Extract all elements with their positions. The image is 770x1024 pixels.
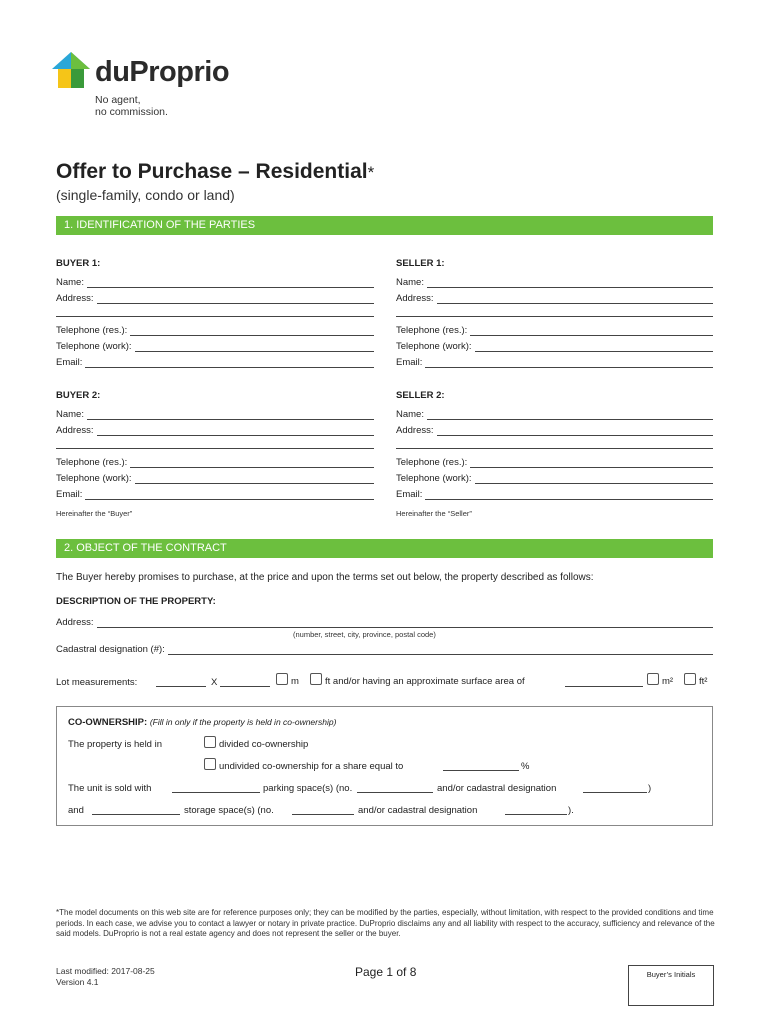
seller1-address-line2[interactable] bbox=[396, 316, 713, 317]
unit-sold-label: The unit is sold with bbox=[68, 783, 152, 794]
area-unit-ft2[interactable]: ft² bbox=[684, 673, 707, 687]
buyer1-name-field[interactable]: Name: bbox=[56, 277, 374, 288]
seller1-tel-work-field[interactable]: Telephone (work): bbox=[396, 341, 713, 352]
seller1-address-field[interactable]: Address: bbox=[396, 293, 713, 304]
checkbox-icon bbox=[204, 758, 216, 770]
lot-depth-input[interactable] bbox=[220, 686, 270, 687]
buyer2-heading: BUYER 2: bbox=[56, 390, 101, 401]
parking-cadastral-input[interactable] bbox=[583, 792, 647, 793]
property-held-label: The property is held in bbox=[68, 739, 162, 750]
buyer1-tel-res-field[interactable]: Telephone (res.): bbox=[56, 325, 374, 336]
property-description-heading: DESCRIPTION OF THE PROPERTY: bbox=[56, 596, 216, 607]
seller1-name-field[interactable]: Name: bbox=[396, 277, 713, 288]
brand-tagline: No agent, no commission. bbox=[95, 94, 168, 118]
storage-number-input[interactable] bbox=[292, 814, 354, 815]
seller1-tel-res-field[interactable]: Telephone (res.): bbox=[396, 325, 713, 336]
section-2-header: 2. OBJECT OF THE CONTRACT bbox=[56, 539, 713, 558]
seller1-heading: SELLER 1: bbox=[396, 258, 445, 269]
buyer2-tel-work-field[interactable]: Telephone (work): bbox=[56, 473, 374, 484]
document-subtitle: (single-family, condo or land) bbox=[56, 187, 235, 203]
seller2-email-field[interactable]: Email: bbox=[396, 489, 713, 500]
parking-number-input[interactable] bbox=[357, 792, 433, 793]
parking-count-input[interactable] bbox=[172, 792, 260, 793]
lot-unit-ft[interactable]: ft and/or having an approximate surface area of bbox=[310, 673, 525, 687]
share-percentage-input[interactable] bbox=[443, 770, 519, 771]
buyer1-tel-work-field[interactable]: Telephone (work): bbox=[56, 341, 374, 352]
storage-cadastral-label: and/or cadastral designation bbox=[358, 805, 478, 816]
last-modified: Last modified: 2017-08-25 bbox=[56, 966, 155, 976]
cadastral-designation-field[interactable]: Cadastral designation (#): bbox=[56, 644, 713, 655]
seller2-address-line2[interactable] bbox=[396, 448, 713, 449]
storage-label: storage space(s) (no. bbox=[184, 805, 274, 816]
area-unit-m2[interactable]: m² bbox=[647, 673, 673, 687]
seller2-tel-work-field[interactable]: Telephone (work): bbox=[396, 473, 713, 484]
brand-name: duProprio bbox=[95, 56, 230, 88]
document-title: Offer to Purchase – Residential* bbox=[56, 160, 375, 183]
hereinafter-buyer: Hereinafter the “Buyer” bbox=[56, 509, 133, 518]
address-hint: (number, street, city, province, postal code) bbox=[293, 630, 436, 639]
checkbox-icon bbox=[684, 673, 696, 685]
buyer1-address-line2[interactable] bbox=[56, 316, 374, 317]
checkbox-icon bbox=[310, 673, 322, 685]
duproprio-logo-icon bbox=[52, 52, 90, 90]
parking-cadastral-label: and/or cadastral designation bbox=[437, 783, 557, 794]
disclaimer-note: *The model documents on this web site are for reference purposes only; they can be modified by the parties, especially, without limitation, with respect to the provided conditions and time periods. In each case, we advise you to contact a lawyer or notary in private practice. DuProprio disclaims any and all liability with respect to the accuracy, sufficiency and relevance of the said models. DuProprio is not a real estate agency and does not represent the seller or the buyer. bbox=[56, 908, 715, 938]
buyer2-tel-res-field[interactable]: Telephone (res.): bbox=[56, 457, 374, 468]
seller2-tel-res-field[interactable]: Telephone (res.): bbox=[396, 457, 713, 468]
seller1-email-field[interactable]: Email: bbox=[396, 357, 713, 368]
buyer2-address-field[interactable]: Address: bbox=[56, 425, 374, 436]
divided-checkbox[interactable]: divided co-ownership bbox=[204, 736, 308, 750]
storage-close: ). bbox=[568, 805, 574, 816]
seller2-address-field[interactable]: Address: bbox=[396, 425, 713, 436]
contract-intro: The Buyer hereby promises to purchase, at the price and upon the terms set out below, the property described as follows: bbox=[56, 572, 594, 583]
checkbox-icon bbox=[647, 673, 659, 685]
seller2-name-field[interactable]: Name: bbox=[396, 409, 713, 420]
checkbox-icon bbox=[276, 673, 288, 685]
percent-sign: % bbox=[521, 761, 530, 772]
lot-x-label: X bbox=[211, 677, 218, 688]
buyer1-email-field[interactable]: Email: bbox=[56, 357, 374, 368]
buyer1-address-field[interactable]: Address: bbox=[56, 293, 374, 304]
property-address-field[interactable]: Address: bbox=[56, 617, 713, 628]
undivided-checkbox[interactable]: undivided co-ownership for a share equal to bbox=[204, 758, 403, 772]
buyer1-heading: BUYER 1: bbox=[56, 258, 101, 269]
seller2-heading: SELLER 2: bbox=[396, 390, 445, 401]
storage-count-input[interactable] bbox=[92, 814, 180, 815]
lot-unit-m[interactable]: m bbox=[276, 673, 299, 687]
parking-label: parking space(s) (no. bbox=[263, 783, 353, 794]
checkbox-icon bbox=[204, 736, 216, 748]
buyer2-address-line2[interactable] bbox=[56, 448, 374, 449]
section-1-header: 1. IDENTIFICATION OF THE PARTIES bbox=[56, 216, 713, 235]
buyer-initials-box[interactable]: Buyer’s Initials bbox=[628, 965, 714, 1006]
lot-measurements-label: Lot measurements: bbox=[56, 677, 138, 688]
page-number: Page 1 of 8 bbox=[355, 965, 417, 979]
parking-close: ) bbox=[648, 783, 652, 794]
and-label: and bbox=[68, 805, 84, 816]
surface-area-input[interactable] bbox=[565, 686, 643, 687]
storage-cadastral-input[interactable] bbox=[505, 814, 567, 815]
buyer2-name-field[interactable]: Name: bbox=[56, 409, 374, 420]
lot-width-input[interactable] bbox=[156, 686, 206, 687]
hereinafter-seller: Hereinafter the “Seller” bbox=[396, 509, 472, 518]
version: Version 4.1 bbox=[56, 977, 99, 987]
buyer2-email-field[interactable]: Email: bbox=[56, 489, 374, 500]
co-ownership-title: CO-OWNERSHIP: (Fill in only if the property is held in co-ownership) bbox=[68, 717, 337, 728]
